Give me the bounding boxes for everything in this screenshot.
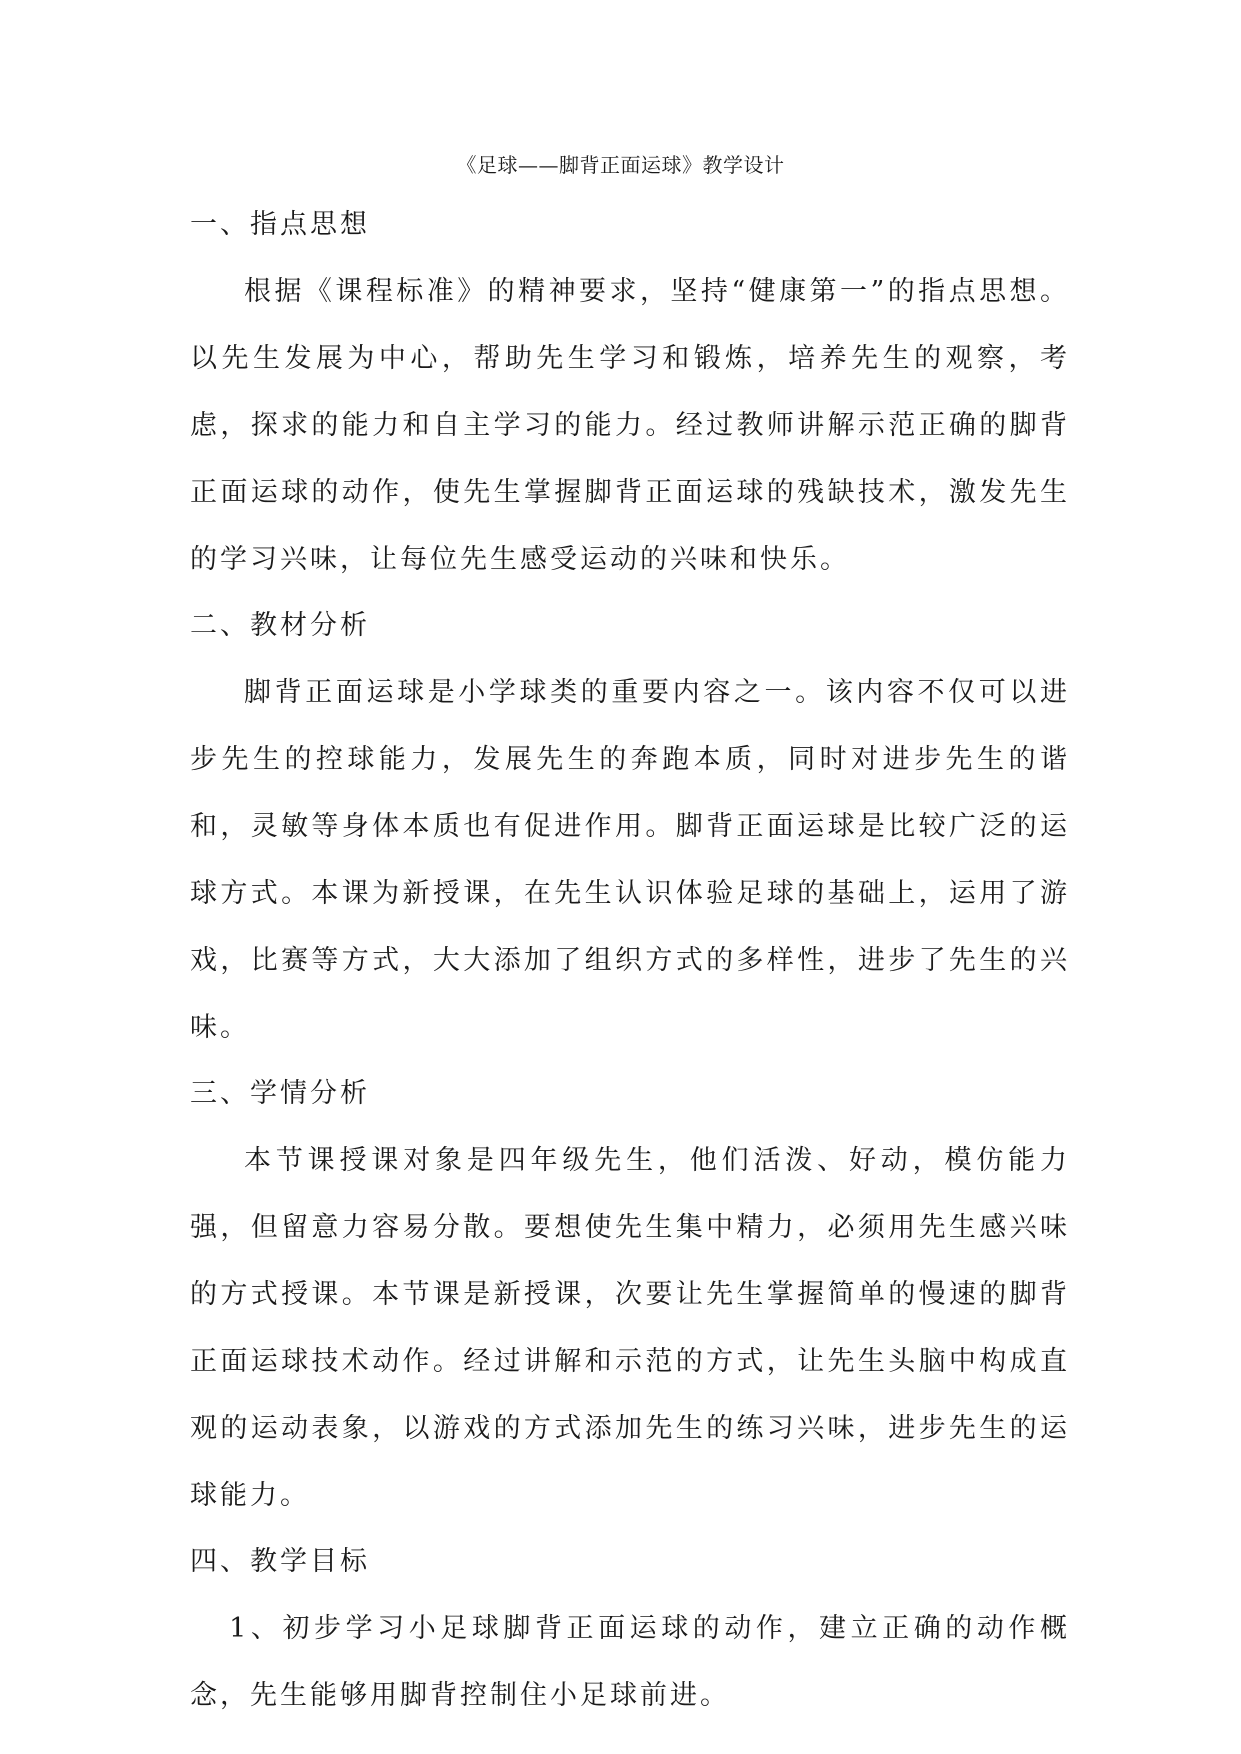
section-heading-guiding-thought: 一、指点思想	[190, 209, 370, 240]
section-heading-material-analysis: 二、教材分析	[190, 610, 370, 641]
paragraph-guiding-thought: 根据《课程标准》的精神要求，坚持“健康第一”的指点思想。以先生发展为中心，帮助先生学习和锻炼，培养先生的观察，考虑，探求的能力和自主学习的能力。经过教师讲解示范正确的脚背正面运球的动作，使先生掌握脚背正面运球的残缺技术，激发先生的学习兴味，让每位先生感受运动的兴味和快乐。	[190, 276, 1070, 575]
paragraph-student-analysis: 本节课授课对象是四年级先生，他们活泼、好动，模仿能力强，但留意力容易分散。要想使先生集中精力，必须用先生感兴味的方式授课。本节课是新授课，次要让先生掌握简单的慢速的脚背正面运球技术动作。经过讲解和示范的方式，让先生头脑中构成直观的运动表象，以游戏的方式添加先生的练习兴味，进步先生的运球能力。	[190, 1145, 1070, 1511]
section-heading-teaching-goals: 四、教学目标	[190, 1546, 370, 1577]
paragraph-teaching-goal-1: 1、初步学习小足球脚背正面运球的动作，建立正确的动作概念，先生能够用脚背控制住小足球前进。	[190, 1613, 1070, 1711]
section-heading-student-analysis: 三、学情分析	[190, 1078, 370, 1109]
paragraph-material-analysis: 脚背正面运球是小学球类的重要内容之一。该内容不仅可以进步先生的控球能力，发展先生的奔跑本质，同时对进步先生的谐和，灵敏等身体本质也有促进作用。脚背正面运球是比较广泛的运球方式。本课为新授课，在先生认识体验足球的基础上，运用了游戏，比赛等方式，大大添加了组织方式的多样性，进步了先生的兴味。	[190, 677, 1070, 1043]
document-title: 《足球——脚背正面运球》教学设计	[456, 153, 785, 177]
document-body	[190, 192, 1070, 1729]
